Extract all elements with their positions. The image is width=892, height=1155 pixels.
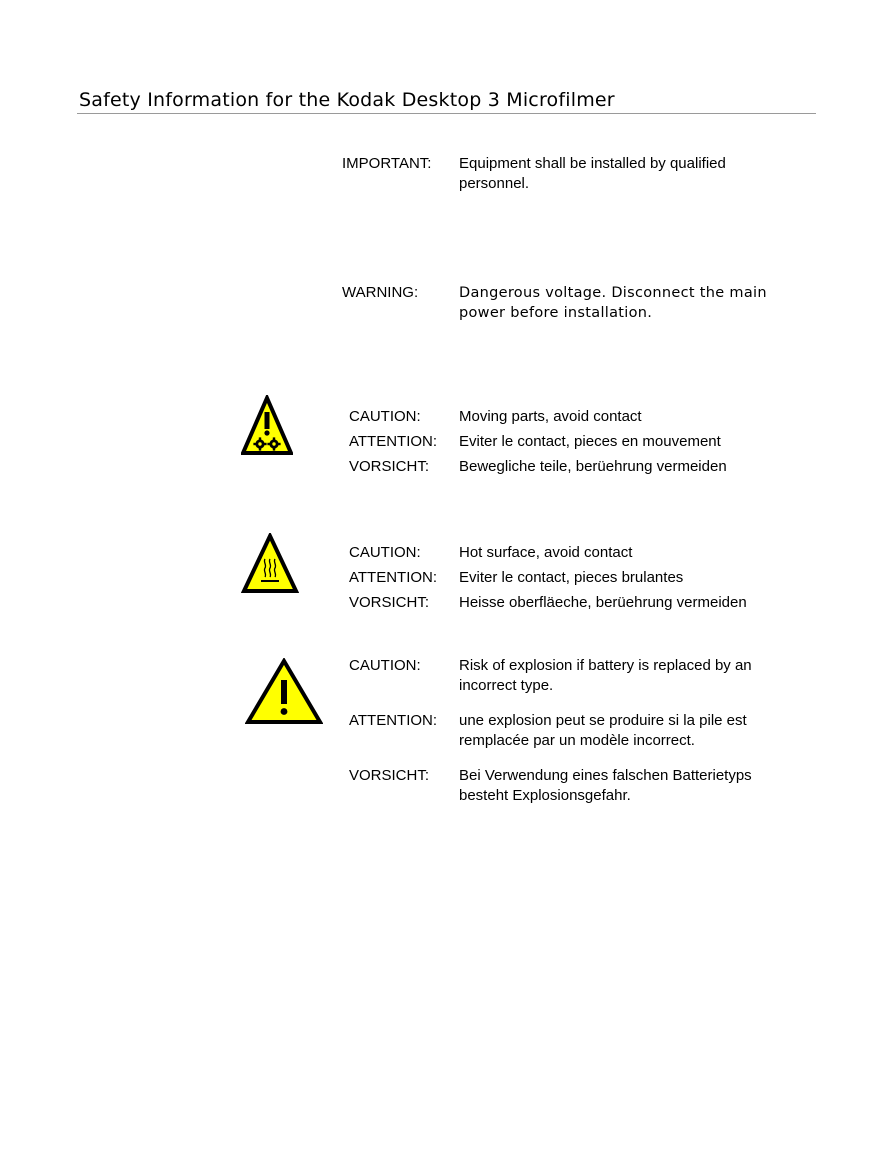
title-divider: [77, 113, 816, 114]
battery-attention-text: une explosion peut se produire si la pile est remplacée par un modèle incorrect.: [459, 712, 747, 749]
general-warning-icon: [245, 658, 323, 726]
important-label: IMPORTANT:: [342, 155, 432, 172]
moving-vorsicht-label: VORSICHT:: [349, 458, 430, 475]
hot-vorsicht-text: Heisse oberfläeche, berüehrung vermeiden: [459, 594, 747, 611]
hot-attention-text: Eviter le contact, pieces brulantes: [459, 569, 684, 586]
moving-caution-label: CAUTION:: [349, 408, 421, 425]
battery-caution-label: CAUTION:: [349, 657, 421, 674]
warning-label: WARNING:: [342, 284, 419, 301]
battery-caution-text: Risk of explosion if battery is replaced by an incorrect type.: [459, 657, 752, 694]
battery-attention-label: ATTENTION:: [349, 712, 438, 729]
moving-attention-text: Eviter le contact, pieces en mouvement: [459, 433, 721, 450]
hot-caution-label: CAUTION:: [349, 544, 421, 561]
battery-vorsicht-text: Bei Verwendung eines falschen Batterietyps besteht Explosionsgefahr.: [459, 767, 752, 804]
moving-parts-warning-icon: [241, 395, 293, 457]
hot-surface-warning-icon: [241, 533, 299, 595]
warning-text: Dangerous voltage. Disconnect the main power before installation.: [459, 285, 767, 321]
moving-attention-label: ATTENTION:: [349, 433, 438, 450]
moving-caution-text: Moving parts, avoid contact: [459, 408, 642, 425]
moving-vorsicht-text: Bewegliche teile, berüehrung vermeiden: [459, 458, 727, 475]
hot-caution-text: Hot surface, avoid contact: [459, 544, 633, 561]
hot-attention-label: ATTENTION:: [349, 569, 438, 586]
page-title: Safety Information for the Kodak Desktop 3 Microfilmer: [79, 89, 615, 111]
battery-vorsicht-label: VORSICHT:: [349, 767, 430, 784]
important-text: Equipment shall be installed by qualified personnel.: [459, 155, 726, 192]
hot-vorsicht-label: VORSICHT:: [349, 594, 430, 611]
